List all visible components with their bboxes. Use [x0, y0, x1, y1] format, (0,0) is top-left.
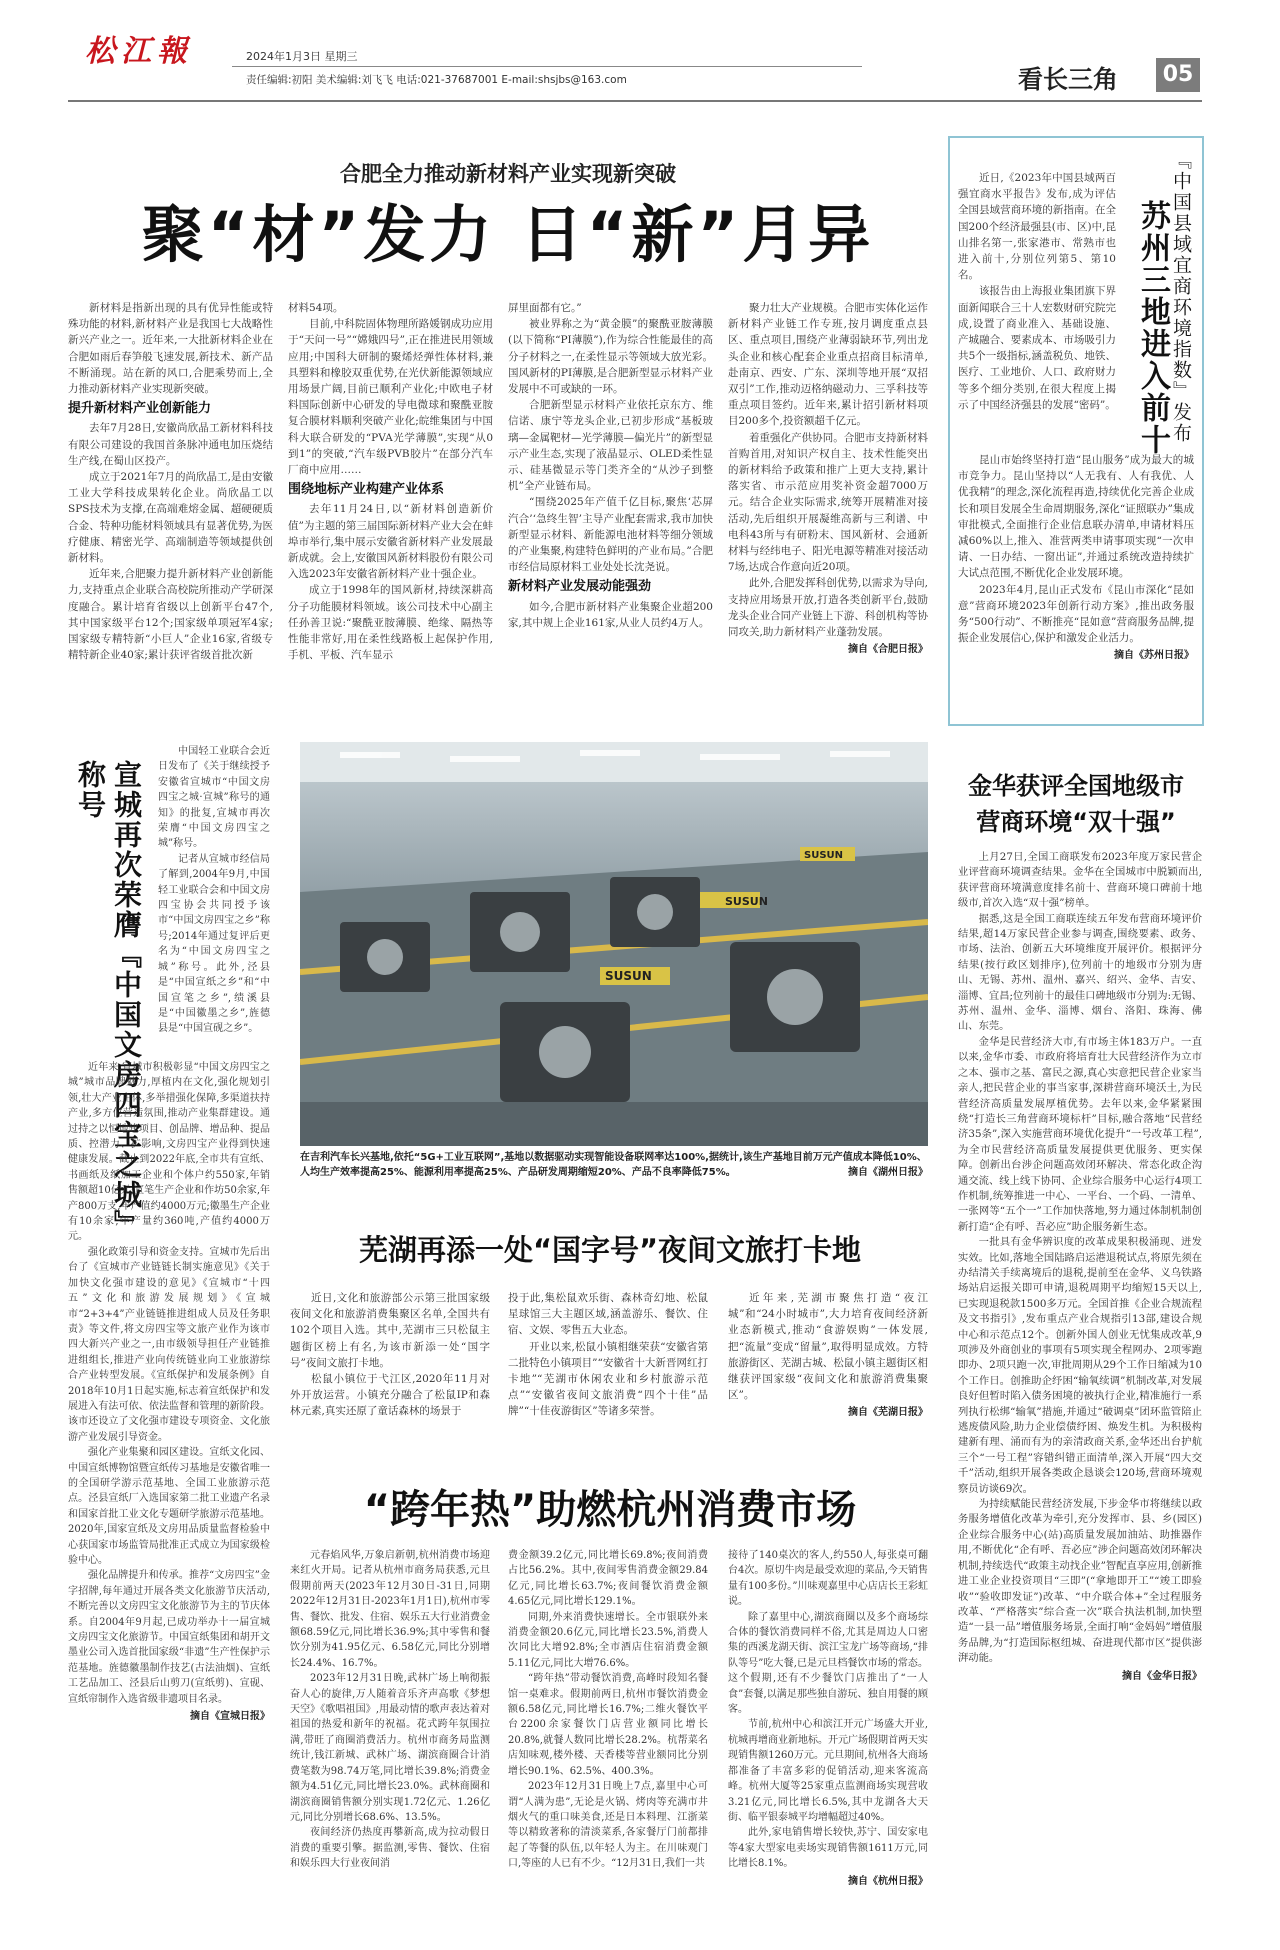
suzhou-text-top — [958, 170, 1116, 413]
paragraph: 2023年12月31日晚,武林广场上响彻振奋人心的旋律,万人随着音乐齐声高歌《梦想天空》《歌唱祖国》,用最动情的歌声表达着对祖国的热爱和新年的祝福。花式跨年氛围拉满,带旺了商圈消费活力。杭州市商务局监测统计,钱江新城、武林广场、湖滨商圈合计消费笔数为98.74万笔,同比增长39.8%;消费金额为4.51亿元,同比增长23.0%。武林商圈和湖滨商圈销售额分别实现1.72亿元、1.26亿元,同比分别增长68.6%、13.5%。 — [290, 1673, 490, 1823]
paragraph: 被业界称之为“黄金膜”的聚酰亚胺薄膜(以下简称“PI薄膜”),作为综合性能最佳的高分子材料之一,在柔性显示等领域大放光彩。国风新材的PI薄膜,是合肥新型显示材料产业发展中不可或缺的一环。 — [508, 318, 713, 396]
source-credit: 摘自《杭州日报》 — [848, 1875, 928, 1887]
paragraph: 一批具有金华辨识度的改革成果积极涌现、迸发实效。比如,落地全国陆路启运港退税试点,将原先须在办结清关手续离境后的退税,提前至在金华、义乌铁路场站启运报关即可申请,退税周期平均缩短15天以上,已实现退税款1500多万元。全国首推《企业合规流程及文书指引》,发布重点产业合规指引13部,建设合规中心和示范点12个。创新外国人创业无忧集成改革,9项涉及外商创业的事项有5项实现全程网办、2项零跑即办、2项只跑一次,审批周期从29个工作日缩减为10个工作日。创推助企纾困“输氧续调”机制改革,对发展良好但暂时陷入债务困境的被执行企业,精准施行一系列执行松绑“输氧”措施,并通过“破调桌”团环监管陪止逃废债风险,助力企业偿债纾困、焕发生机。为积极构建新有理、涌而有为的亲清政商关系,金华还出台护航三个“一号工程”容错纠错正面清单,深入开展“四大交千”活动,组织开展各类政企恳谈会120场,营商环境观察员访谈69次。 — [958, 1236, 1202, 1495]
paragraph: 松鼠小镇位于弋江区,2020年11月对外开放运营。小镇充分融合了松鼠IP和森林元素,真实还原了童话森林的场景于 — [290, 1373, 490, 1418]
hefei-col-4 — [728, 300, 928, 658]
xuancheng-text-bottom — [68, 1060, 270, 1724]
paragraph: 合肥新型显示材料产业依托京东方、维信诺、康宁等龙头企业,已初步形成“基板玻璃—金属靶材—光学薄膜—偏光片”的新型显示产业生态,实现了液晶显示、OLED柔性显示、硅基微显示等门类齐全的“从沙子到整机”全产业链布局。 — [508, 399, 713, 493]
page-number: 05 — [1156, 58, 1200, 92]
paragraph: 夜间经济仍热度再攀新高,成为拉动假日消费的重要引擎。据监测,零售、餐饮、住宿和娱乐四大行业夜间消 — [290, 1827, 490, 1870]
paragraph: 屏里面都有它。” — [508, 302, 582, 314]
source-credit: 摘自《苏州日报》 — [1114, 650, 1194, 662]
paragraph: 开业以来,松鼠小镇相继荣获“安徽省第二批特色小镇项目”“安徽省十大新晋网红打卡地”“芜湖市休闲农业和乡村旅游示范点”“安徽省夜间文旅消费“四个十佳”品牌”“十佳夜游街区”等诸多荣誉。 — [508, 1340, 708, 1418]
paragraph: “围绕2025年产值千亿目标,聚焦‘芯屏汽合’‘急终生智’主导产业配套需求,我市加快新型显示材料、新能源电池材料等细分领域的产业集聚,构建特色鲜明的产业布局。”合肥市经信局原材料工业处处长沈尧说。 — [508, 496, 713, 574]
paragraph: 目前,中科院固体物理所路媛钢成功应用于“天问一号”“嫦娥四号”,正在推进民用领域应用;中国科大研制的聚烯烃弹性体材料,兼具塑料和橡胶双重优势,在光伏新能源领域应用场景广阔,目前已顺利产业化;中欧电子材料国际创新中心研发的导电微球和聚酰亚胺复合膜材料顺利突破产业化;皖维集团与中国科大联合研发的“PVA光学薄膜”,实现“从0到1”的突破,“汽车级PVB胶片”在部分汽车厂商中应用…… — [288, 318, 493, 477]
photo-logo-text: SUSUN — [725, 895, 768, 908]
source-credit: 摘自《宣城日报》 — [190, 1711, 270, 1723]
paragraph: 除了嘉里中心,湖滨商圈以及多个商场综合体的餐饮消费同样不俗,尤其是周边人口密集的西溪龙湖天街、滨江宝龙广场等商场,“排队等号”吃大餐,已是元旦档餐饮市场的常态。这个假期,还有不少餐饮门店推出了“一人食”套餐,以满足那些独自游玩、独自用餐的顾客。 — [728, 1611, 928, 1716]
paragraph: 材料54项。 — [288, 302, 344, 314]
wuhu-headline: 芜湖再添一处“国字号”夜间文旅打卡地 — [358, 1233, 862, 1267]
paragraph: 投于此,集松鼠欢乐街、森林奇幻地、松鼠星球馆三大主题区域,涵盖游乐、餐饮、住宿、文娱、零售五大业态。 — [508, 1292, 708, 1337]
paragraph: 成立于1998年的国风新材,持续深耕高分子功能膜材料领域。该公司技术中心副主任孙善卫说:“聚酰亚胺薄膜、绝缘、隔热等性能非常好,用在柔性线路板上起保护作用,手机、平板、汽车显示 — [288, 584, 493, 662]
paragraph: 费金额39.2亿元,同比增长69.8%;夜间消费占比56.2%。其中,夜间零售消费金额29.84亿元,同比增长63.7%;夜间餐饮消费金额4.65亿元,同比增长129.1%。 — [508, 1550, 708, 1608]
paragraph: 成立于2021年7月的尚欣晶工,是由安徽工业大学科技成果转化企业。尚欣晶工以SPS技术为支撑,在高端难熔金属、超硬硬质合金、特种功能材料领域具有显著优势,为医疗健康、精密光学、高端制造等领域提供创新材料。 — [68, 471, 273, 565]
paragraph: 2023年4月,昆山正式发布《昆山市深化“昆如意”营商环境2023年创新行动方案》,推出政务服务“500行动”、不断推亮“昆如意”营商服务品牌,提振企业发展信心,保护和激发企业活力。 — [958, 583, 1194, 645]
paragraph: 着重强化产供协同。合肥市支持新材料首购首用,对知识产权自主、技术性能突出的新材料给予政策和推广上更大支持,累计落实省、市示范应用奖补资金超7000万元。结合企业实际需求,统筹开展精准对接活动,先后组织开展凝维高新与三利谱、中电科43所与有研粉末、国风新材、会通新材料与经纬电子、阳光电源等精准对接活动7场,达成合作意向近20项。 — [728, 431, 928, 574]
paragraph: 强化产业集聚和园区建设。宣纸文化园、中国宣纸博物馆暨宣纸传习基地是安徽省唯一的全国研学游示范基地、全国工业旅游示范点。泾县宣纸厂入选国家第二批工业遗产名录和国家首批工业文化专题研学旅游示范基地。2020年,国家宣纸及文房用品质量监督检验中心获国家市场监管局批准正式成立为国家级检验中心。 — [68, 1447, 270, 1566]
paragraph: 记者从宣城市经信局了解到,2004年9月,中国轻工业联合会和中国文房四宝协会共同授予该市“中国文房四宝之乡”称号;2014年通过复评后更名为“中国文房四宝之城”称号。此外,泾县是“中国宣纸之乡”和“中国宣笔之乡”,绩溪县是“中国徽墨之乡”,旌德县是“中国宣砚之乡”。 — [158, 853, 270, 1035]
photo-logo-text: SUSUN — [804, 850, 844, 861]
hangzhou-col-2 — [508, 1548, 708, 1872]
subheading: 提升新材料产业创新能力 — [68, 401, 212, 417]
source-credit: 摘自《芜湖日报》 — [848, 1407, 928, 1419]
paragraph: 上月27日,全国工商联发布2023年度万家民营企业评营商环境调查结果。金华在全国城市中脱颖而出,获评营商环境满意度排名前十、营商环境口碑前十地级市,首次入选“双十强”榜单。 — [958, 851, 1202, 910]
photo-caption — [300, 1150, 928, 1180]
wuhu-col-3 — [728, 1290, 928, 1422]
hefei-col-3 — [508, 300, 713, 631]
paragraph: 该报告由上海报业集团旗下界面新闻联合三十人宏数财研究院完成,设置了商业准入、基础设施、产城融合、要素成本、市场吸引力共5个一级指标,涵盖税负、地铁、医疗、工业地价、人口、政府财力等多个细分类别,在很大程度上揭示了中国经济强县的发展“密码”。 — [958, 285, 1116, 411]
paragraph: 如今,合肥市新材料产业集聚企业超200家,其中规上企业161家,从业人员约4万人。 — [508, 600, 713, 629]
xuancheng-vertical-title: 宣城再次荣膺『中国文房四宝之城』称号 — [74, 760, 143, 1226]
hefei-col-2 — [288, 300, 493, 663]
factory-photo-illustration — [300, 742, 928, 1146]
paragraph: 同期,外来消费快速增长。全市银联外来消费金额20.6亿元,同比增长23.5%,消费人次同比大增92.8%;全市酒店住宿消费金额5.11亿元,同比大增76.6%。 — [508, 1611, 708, 1669]
suzhou-vertical-kicker: 『中国县域宜商环境指数』发布 — [1170, 150, 1192, 444]
source-credit: 摘自《合肥日报》 — [848, 644, 928, 656]
jinhua-body — [958, 850, 1202, 1684]
hangzhou-col-1 — [290, 1548, 490, 1872]
paragraph: “跨年热”带动餐饮消费,高峰时段知名餐馆一桌难求。假期前两日,杭州市餐饮消费金额6.58亿元,同比增长16.7%;二维火餐饮平台2200余家餐饮门店营业额同比增长20.8%,就餐人数同比增长28.2%。杭帮菜名店知味观,楼外楼、天香楼等营业额同比分别增长90.1%、62.5%、400.3%。 — [508, 1673, 708, 1777]
paragraph: 中国轻工业联合会近日发布了《关于继续授予安徽省宣城市“中国文房四宝之城·宣城”称号的通知》的批复,宣城市再次荣膺“中国文房四宝之城”称号。 — [158, 746, 270, 850]
hangzhou-headline: “跨年热”助燃杭州消费市场 — [363, 1487, 857, 1533]
subheading: 围绕地标产业构建产业体系 — [288, 482, 445, 498]
source-credit: 摘自《金华日报》 — [1122, 1670, 1202, 1682]
paragraph: 接待了140桌次的客人,约550人,每张桌可翻台4次。原切牛肉是最受欢迎的菜品,今天销售量有100多份。”川味观嘉里中心店店长王彩虹说。 — [728, 1550, 928, 1608]
paragraph: 元春焰风华,万象启新朝,杭州消费市场迎来红火开局。记者从杭州市商务局获悉,元旦假期前两天(2023年12月30日-31日,同期2022年12月31日-2023年1月1日),杭州市零售、餐饮、批发、住宿、娱乐五大行业消费金额68.59亿元,同比增长36.9%;其中零售和餐饮分别为41.95亿元、6.58亿元,同比分别增长24.4%、16.7%。 — [290, 1550, 490, 1669]
hefei-kicker: 合肥全力推动新材料产业实现新突破 — [340, 162, 676, 186]
suzhou-vertical-title: 苏州三地进入前十 — [1135, 200, 1170, 456]
paragraph: 昆山市始终坚持打造“昆山服务”成为最大的城市竞争力。昆山坚持以“人无我有、人有我优、人优我精”的理念,深化流程再造,持续优化完善企业成长和项目发展全生命周期服务,深化“证照联办”集成审批模式,全面推行企业信息联办清单,申请材料压减60%以上,推入、准营两类申请事项实现“一次申请、一日办结、一窗出证”,并通过系统改造持续扩大试点范围,不断优化企业发展环境。 — [958, 454, 1194, 580]
factory-photo — [300, 742, 928, 1146]
editor-info: 责任编辑:初阳 美术编辑:刘飞飞 电话:021-37687001 E-mail:shsjbs@163.com — [246, 74, 627, 86]
paragraph: 去年11月24日,以“新材料创造新价值”为主题的第三届国际新材料产业大会在蚌埠市举行,集中展示安徽省新材料产业发展最新成就。会上,安徽国风新材料股份有限公司入选2023年安徽省新材料产业十强企业。 — [288, 503, 493, 581]
hefei-col-1 — [68, 300, 273, 663]
source-credit: 摘自《湖州日报》 — [848, 1167, 928, 1178]
photo-logo-text: SUSUN — [605, 969, 652, 983]
suzhou-text-bottom — [958, 452, 1194, 665]
hefei-headline: 聚“材”发力 日“新”月异 — [141, 198, 875, 271]
paragraph: 此外,家电销售增长较快,苏宁、国安家电等4家大型家电卖场实现销售额1611万元,同比增长8.1%。 — [728, 1827, 928, 1870]
caption-text: 在吉利汽车长兴基地,依托“5G+工业互联网”,基地以数据驱动实现智能设备联网率达100%,据统计,该生产基地目前万元产值成本降低10%、人均生产效率提高25%、能源利用率提高25%、产品研发周期缩短20%、产品不良率降低75%。 — [300, 1152, 927, 1178]
wuhu-col-1 — [290, 1290, 490, 1420]
paragraph: 据悉,这是全国工商联连续五年发布营商环境评价结果,超14万家民营企业参与调查,围绕要素、政务、市场、法治、创新五大环境维度开展评价。根据评分结果(按行政区划排序),位列前十的地级市分别为唐山、无锡、苏州、温州、嘉兴、绍兴、金华、吉安、淄博、宜昌;位列前十的最佳口碑地级市分别为:无锡、苏州、温州、金华、淄博、烟台、洛阳、珠海、佛山、东莞。 — [958, 912, 1202, 1033]
wuhu-col-2 — [508, 1290, 708, 1420]
paragraph: 金华是民营经济大市,有市场主体183万户。一直以来,金华市委、市政府将培育壮大民营经济作为立市之本、强市之基、富民之源,真心实意把民营企业家当亲人,把民营企业的事当家事,深耕营商环境沃土,为民营经济高质量发展厚植优势。去年以来,金华紧紧围绕“打造长三角营商环境标杆”目标,融合落地“民营经济35条”,深入实施营商环境优化提升“一号改革工程”,为全市民营经济高质量发展提供更优服务、更实保障。创新出台涉企问题高效闭环解决、常态化政企沟通交流、线上线下协同、企业综合服务中心运行4项工作机制,统筹推进一中心、一平台、一个码、一清单、一张网等“五个一”工作加快落地,努力通过体制机制创新打造“企有呼、吾必应”助企服务新生态。 — [958, 1035, 1202, 1233]
paragraph: 近年来,宣城市积极彰显“中国文房四宝之城”城市品牌魅力,厚植内在文化,强化规划引领,壮大产业主体,多举措强化保障,多渠道扶持产业,多方位营造氛围,推动产业集群建设。通过持之以恒地建项目、创品牌、增品种、提品质、控潜力、扩影响,文房四宝产业得到快速健康发展。截止到2022年底,全市共有宣纸、书画纸及纸加工企业和个体户约550家,年销售额超10亿元;宣笔生产企业和作坊50余家,年产800万支,年产值约4000万元;徽墨生产企业有10余家,年产量约360吨,产值约4000万元。 — [68, 1062, 270, 1243]
masthead — [0, 0, 1280, 94]
subheading: 新材料产业发展动能强劲 — [508, 579, 652, 595]
paragraph: 聚力壮大产业规模。合肥市实体化运作新材料产业链工作专班,按月调度重点县区、重点项目,围绕产业薄弱缺环节,列出龙头企业和核心配套企业重点招商目标清单,赴南京、西安、广东、深圳等地开展“双招双引”工作,推动迈格纳磁动力、三孚科技等重点项目签约。近年来,累计招引新材料项目200多个,投资额超千亿元。 — [728, 302, 928, 428]
paragraph: 为持续赋能民营经济发展,下步金华市将继续以政务服务增值化改革为牵引,充分发挥市、县、乡(园区)企业综合服务中心(站)高质量发展加油站、助推器作用,不断优化“企有呼、吾必应”涉企问题高效闭环解决机制,持续迭代“政策主动找企业”智配直享应用,创新推进工业企业投资项目“三即”(“拿地即开工”“竣工即验收”“验收即发证”)改革、“中介联合体+”全过程服务改革、“严格落实”综合查一次”联合执法机制,加快塑造“一县一品”增值服务场景,全面打响“金妈妈”增值服务品牌,为“打造国际枢纽城、奋进现代都市区”提供澎湃动能。 — [958, 1498, 1202, 1665]
paragraph: 强化政策引导和资金支持。宣城市先后出台了《宣城市产业链链长制实施意见》《关于加快文化强市建设的意见》《宣城市“十四五”文化和旅游发展规划》《宣城市“2+3+4”产业链链推进组成人员及任务职责》等文件,将文房四宝等文旅产业作为该市四大新兴产业之一,由市级领导担任产业链推进组组长,推进产业向传统链业向工业旅游综合产业转型发展。《宣纸保护和发展条例》自2018年10月1日起实施,标志着宣纸保护和发展进入有法可依、依法监督和管理的新阶段。该市还设立了文化强市建设专项资金、文化旅游产业发展引导资金。 — [68, 1246, 270, 1443]
paragraph: 节前,杭州中心和滨江开元广场盛大开业,杭城再增商业新地标。开元广场假期首两天实现销售额1260万元。元旦期间,杭州各大商场都准备了丰富多彩的促销活动,迎来客流高峰。杭州大厦等25家重点监测商场实现营收3.21亿元,同比增长6.5%,其中龙湖各大天街、临平银泰城平均增幅超过40%。 — [728, 1719, 928, 1823]
paragraph: 近日,《2023年中国县域两百强宜商水平报告》发布,成为评估全国县域营商环境的新指南。在全国200个经济最强县(市、区)中,昆山排名第一,张家港市、常熟市也进入前十,分别位列第5、第10名。 — [958, 172, 1116, 282]
paragraph: 去年7月28日,安徽尚欣晶工新材料科技有限公司建设的我国首条脉冲通电加压烧结生产线,在蜀山区投产。 — [68, 422, 273, 467]
paragraph: 2023年12月31日晚上7点,嘉里中心可谓“人满为患”,无论是火锅、烤肉等充满市井烟火气的重口味美食,还是日本料理、江浙菜等以精致著称的清淡菜系,各家餐厅门前都排起了等餐的队伍,以年轻人为主。在川味观门口,等座的人已有不少。“12月31日,我们一共 — [508, 1781, 708, 1870]
section-title: 看长三角 — [1018, 65, 1119, 94]
issue-date: 2024年1月3日 星期三 — [246, 50, 358, 63]
xuancheng-text-top — [158, 744, 270, 1037]
paragraph: 近年来,芜湖市聚焦打造“夜江城”和“24小时城市”,大力培育夜间经济新业态新模式,推动“食游娱购”一体发展,把“流量”变成“留量”,取得明显成效。方特旅游街区、芜湖古城、松鼠小镇主题街区相继获评国家级“夜间文化和旅游消费集聚区”。 — [728, 1292, 928, 1402]
hangzhou-col-3 — [728, 1548, 928, 1889]
newspaper-logo: 松江報 — [85, 34, 193, 69]
paragraph: 新材料是指新出现的具有优异性能或特殊功能的材料,新材料产业是我国七大战略性新兴产业之一。近年来,一大批新材料企业在合肥如雨后春笋般飞速发展,新技术、新产品不断涌现。站在新的风口,合肥乘势而上,全力推动新材料产业实现新突破。 — [68, 302, 273, 396]
paragraph: 近年来,合肥聚力提升新材料产业创新能力,支持重点企业联合高校院所推动产学研深度融合。累计培育省级以上创新平台47个,其中国家级平台12个;国家级单项冠军4家;国家级专精特新“小巨人”企业16家,省级专精特新企业40家;累计获评省级首批次新 — [68, 568, 273, 662]
jinhua-headline: 金华获评全国地级市营商环境“双十强” — [968, 772, 1184, 836]
paragraph: 近日,文化和旅游部公示第三批国家级夜间文化和旅游消费集聚区名单,全国共有102个项目入选。其中,芜湖市三只松鼠主题街区榜上有名,为该市新添一处“国字号”夜间文旅打卡地。 — [290, 1292, 490, 1369]
paragraph: 强化品牌提升和传承。推荐“文房四宝”金字招牌,每年通过开展各类文化旅游节庆活动,不断完善以文房四宝文化旅游节为主的节庆体系。自2004年9月起,已成功举办十一届宣城文房四宝文化旅游节。中国宣纸集团和胡开文墨业公司入选首批国家级“非遗”生产性保护示范基地。旌德徽墨制作技艺(古法油烟)、宣纸工艺品加工、泾县后山剪刀(宣纸剪)、宣砚、宣纸帘制作入选省级非遗项目名录。 — [68, 1570, 270, 1705]
paragraph: 此外,合肥发挥科创优势,以需求为导向,支持应用场景开放,打造各类创新平台,鼓励龙头企业合同产业链上下游、科创机构等协同攻关,助力新材料产业蓬勃发展。 — [728, 577, 928, 639]
